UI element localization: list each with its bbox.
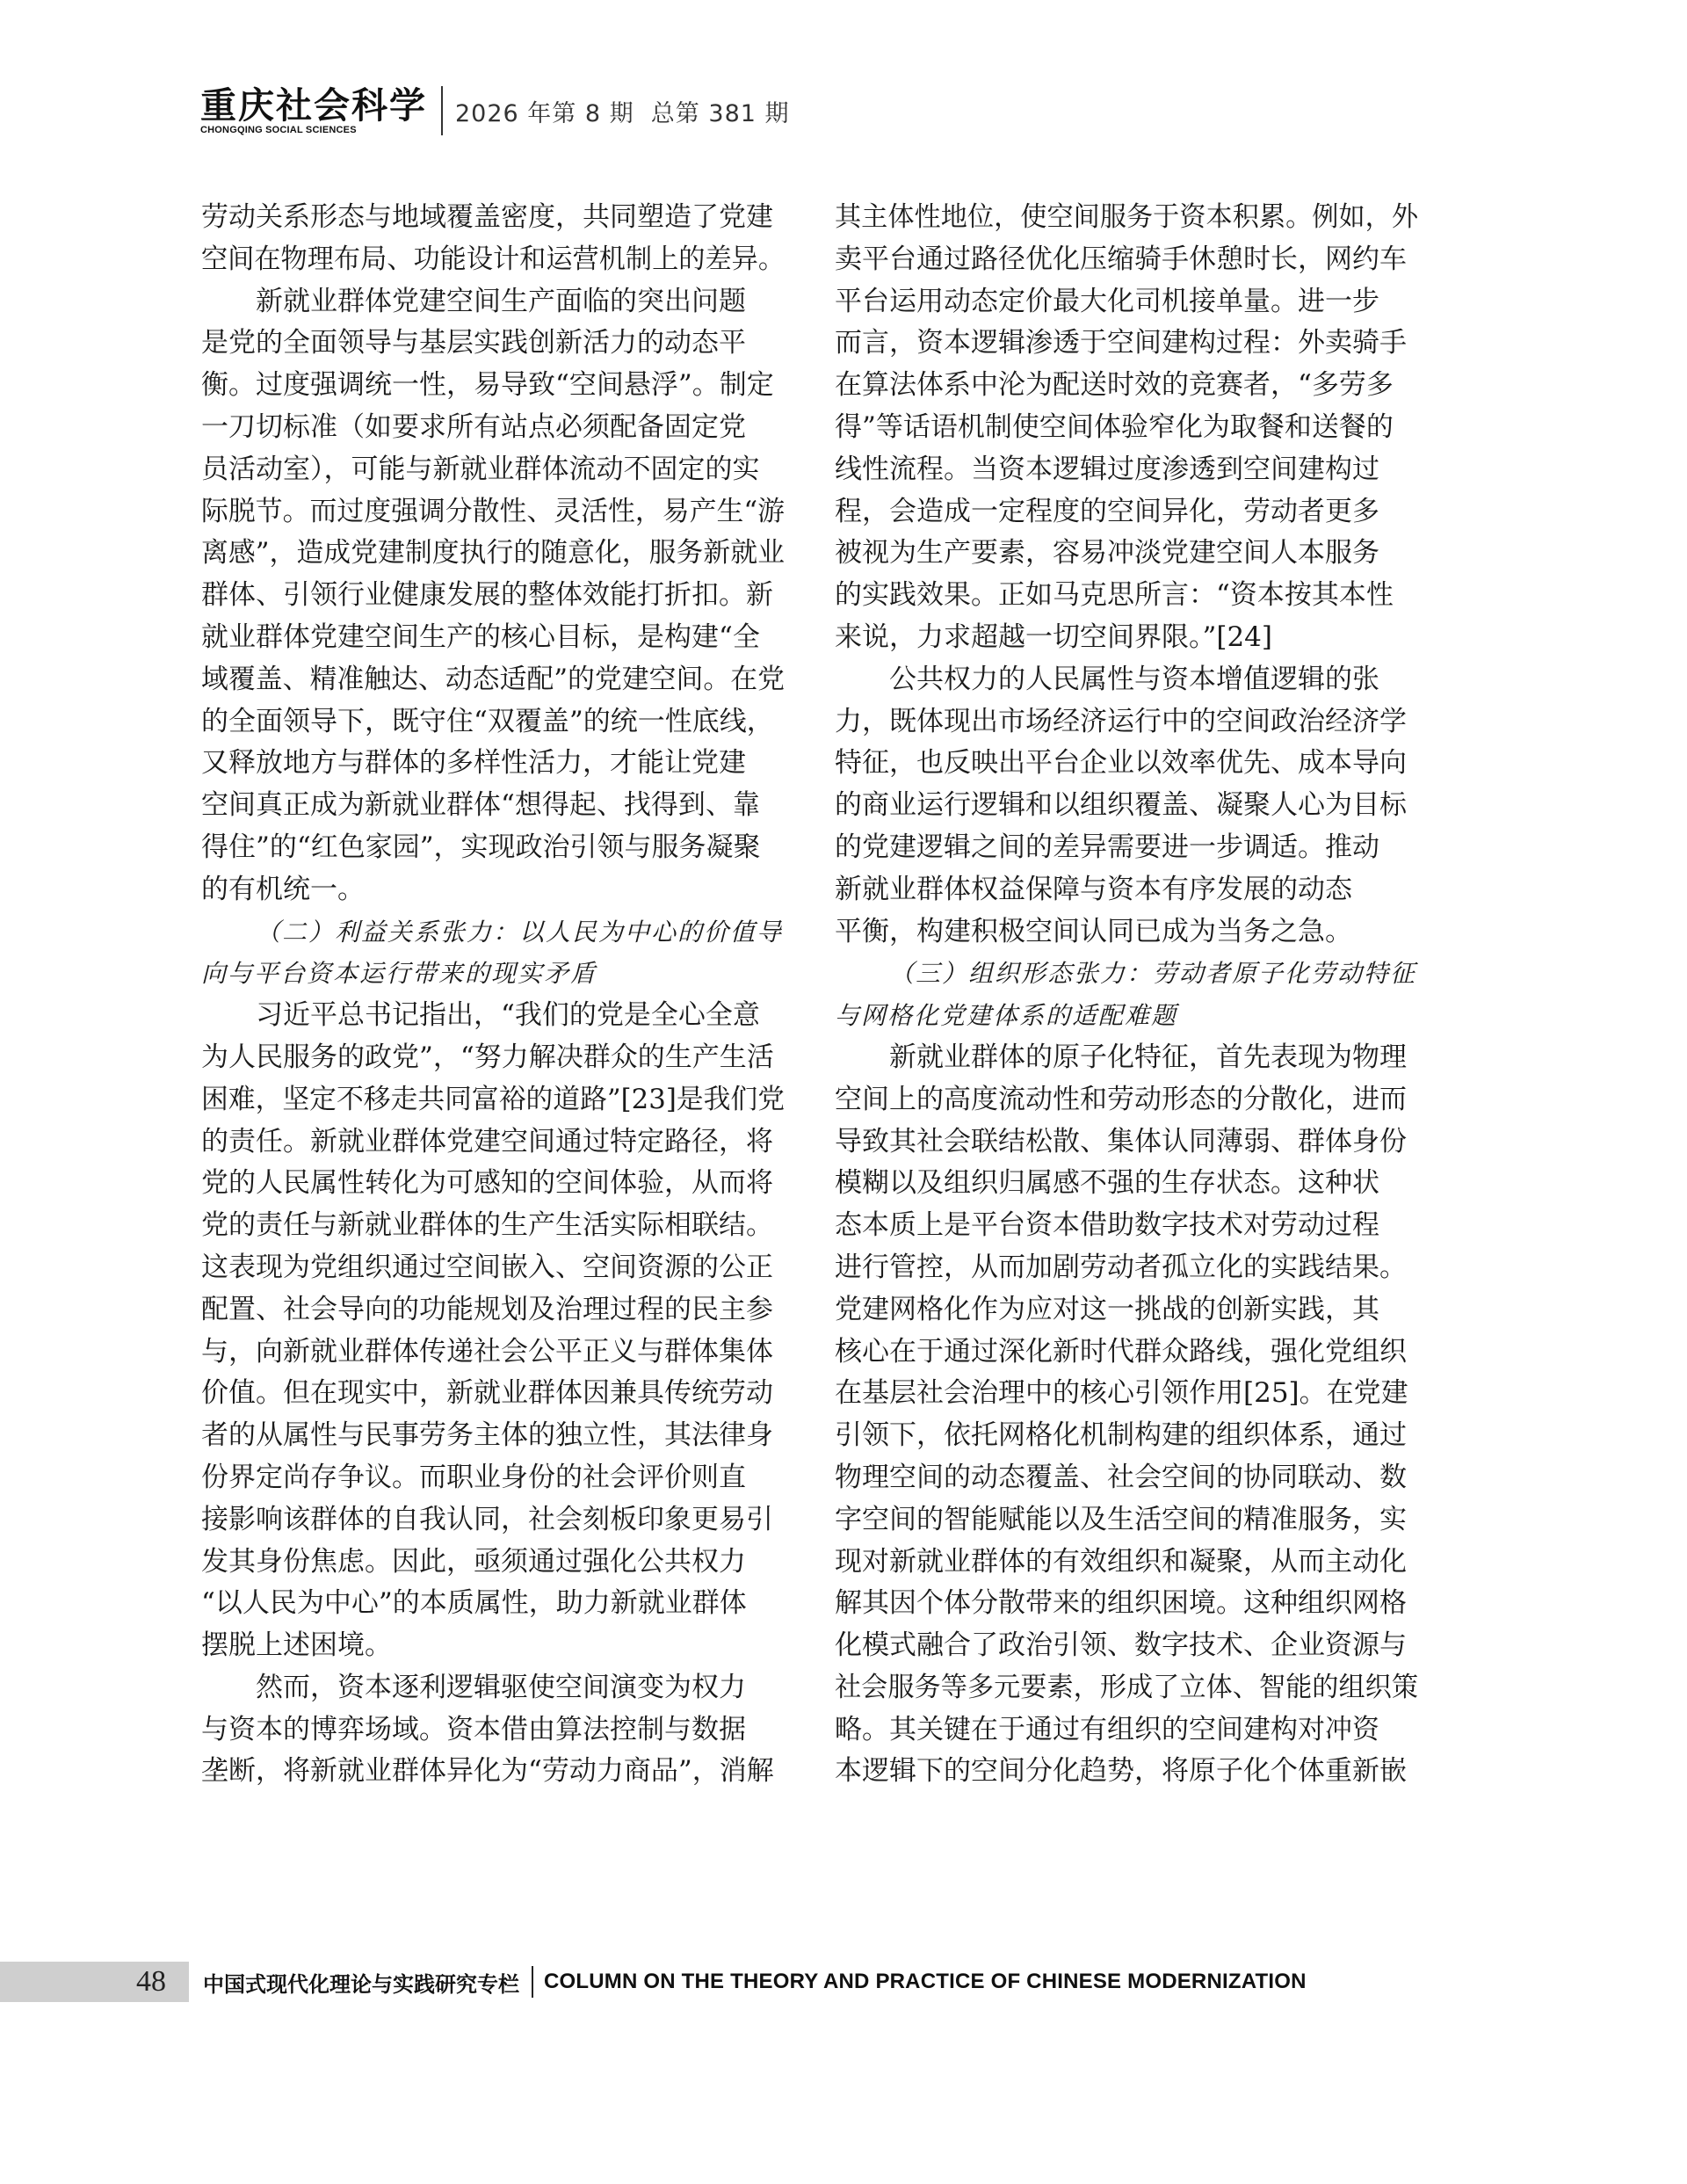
text-line-content: 特征，也反映出平台企业以效率优先、成本导向	[835, 747, 1407, 780]
text-line-content: 得住”的“红色家园”，实现政治引领与服务凝聚	[201, 831, 761, 863]
text-line	[835, 1583, 1418, 1625]
text-line	[835, 197, 1418, 239]
text-line	[835, 911, 1418, 954]
text-line-content: 向与平台资本运行带来的现实矛盾	[201, 959, 597, 989]
text-line	[201, 827, 785, 869]
header-divider	[441, 86, 443, 135]
text-line-content: 空间真正成为新就业群体“想得起、找得到、靠	[201, 789, 760, 822]
text-line-content: 化模式融合了政治引领、数字技术、企业资源与	[835, 1629, 1407, 1662]
text-line	[201, 1163, 785, 1205]
text-line-content: 党建网格化作为应对这一挑战的创新实践，其	[835, 1293, 1379, 1325]
text-line	[835, 365, 1418, 407]
text-line-content: 域覆盖、精准触达、动态适配”的党建空间。在党	[201, 663, 785, 695]
text-line	[201, 659, 785, 701]
text-line-content: 新就业群体权益保障与资本有序发展的动态	[835, 873, 1352, 905]
text-line	[201, 785, 785, 827]
text-line	[201, 1121, 785, 1164]
text-line-content: 力，既体现出市场经济运行中的空间政治经济学	[835, 705, 1407, 737]
text-line-content: 党的责任与新就业群体的生产生活实际相联结。	[201, 1209, 773, 1242]
text-line	[835, 323, 1418, 365]
text-line-content: 来说，力求超越一切空间界限。”[24]	[835, 620, 1272, 653]
text-line	[835, 617, 1418, 659]
text-line-content: 线性流程。当资本逻辑过度渗透到空间建构过	[835, 453, 1379, 485]
text-line-content: 就业群体党建空间生产的核心目标，是构建“全	[201, 620, 760, 653]
text-line	[201, 869, 785, 911]
right-text-column	[835, 197, 1418, 1793]
text-line-content: 本逻辑下的空间分化趋势，将原子化个体重新嵌	[835, 1755, 1407, 1788]
text-line	[835, 869, 1418, 911]
text-line-content: 价值。但在现实中，新就业群体因兼具传统劳动	[201, 1377, 773, 1410]
text-line	[835, 575, 1418, 617]
text-line	[201, 407, 785, 449]
text-line	[201, 1373, 785, 1415]
text-line-content: 然而，资本逐利逻辑驱使空间演变为权力	[256, 1671, 746, 1703]
text-line-content: 程，会造成一定程度的空间异化，劳动者更多	[835, 495, 1379, 527]
journal-header	[200, 84, 790, 137]
text-line	[201, 1709, 785, 1752]
text-line-content: 而言，资本逻辑渗透于空间建构过程：外卖骑手	[835, 327, 1407, 359]
text-line-content: “以人民为中心”的本质属性，助力新就业群体	[201, 1587, 747, 1620]
text-line	[201, 1079, 785, 1121]
page-number-block	[0, 1962, 189, 2002]
text-line-content: 是党的全面领导与基层实践创新活力的动态平	[201, 327, 746, 359]
text-line	[835, 239, 1418, 281]
text-line	[835, 1457, 1418, 1499]
text-line-content: 际脱节。而过度强调分散性、灵活性，易产生“游	[201, 495, 785, 527]
text-line-content: 物理空间的动态覆盖、社会空间的协同联动、数	[835, 1461, 1407, 1493]
text-line	[201, 491, 785, 533]
text-line	[835, 1205, 1418, 1247]
journal-title-en: CHONGQING SOCIAL SCIENCES	[200, 125, 357, 135]
text-line-content: 衡。过度强调统一性，易导致“空间悬浮”。制定	[201, 369, 774, 402]
text-line	[201, 995, 785, 1037]
text-line	[835, 281, 1418, 323]
text-line	[201, 1247, 785, 1289]
text-line	[201, 197, 785, 239]
text-line	[835, 1625, 1418, 1667]
text-line	[201, 953, 785, 995]
text-line	[835, 659, 1418, 701]
text-line	[201, 1457, 785, 1499]
text-line	[201, 533, 785, 575]
text-line	[201, 1667, 785, 1709]
text-line	[201, 449, 785, 491]
text-line	[835, 1667, 1418, 1709]
text-line-content: 字空间的智能赋能以及生活空间的精准服务，实	[835, 1503, 1407, 1535]
text-line-content: 一刀切标准（如要求所有站点必须配备固定党	[201, 410, 746, 443]
text-line-content: 新就业群体的原子化特征，首先表现为物理	[889, 1041, 1407, 1073]
text-line-content: 与网格化党建体系的适配难题	[835, 1001, 1178, 1031]
text-line-content: 导致其社会联结松散、集体认同薄弱、群体身份	[835, 1125, 1407, 1157]
text-line	[835, 1163, 1418, 1205]
text-line	[835, 1751, 1418, 1793]
text-line	[835, 449, 1418, 491]
text-line-content: 空间在物理布局、功能设计和运营机制上的差异。	[201, 243, 785, 275]
text-line	[835, 1247, 1418, 1289]
text-line	[201, 1499, 785, 1542]
text-line-content: 的责任。新就业群体党建空间通过特定路径，将	[201, 1125, 773, 1157]
text-line	[835, 1289, 1418, 1331]
text-line	[201, 323, 785, 365]
text-line-content: 平台运用动态定价最大化司机接单量。进一步	[835, 285, 1379, 317]
text-line	[201, 1289, 785, 1331]
text-line-content: 又释放地方与群体的多样性活力，才能让党建	[201, 747, 746, 780]
text-line-content: 在基层社会治理中的核心引领作用[25]。在党建	[835, 1377, 1408, 1410]
text-line-content: 离感”，造成党建制度执行的随意化，服务新就业	[201, 537, 785, 570]
text-line-content: 态本质上是平台资本借助数字技术对劳动过程	[835, 1209, 1379, 1242]
text-line-content: 的全面领导下，既守住“双覆盖”的统一性底线，	[201, 705, 774, 737]
text-line-content: 发其身份焦虑。因此，亟须通过强化公共权力	[201, 1545, 746, 1578]
text-line-content: 空间上的高度流动性和劳动形态的分散化，进而	[835, 1083, 1407, 1115]
text-line	[201, 1205, 785, 1247]
text-line-content: 得”等话语机制使空间体验窄化为取餐和送餐的	[835, 410, 1394, 443]
text-line-content: 被视为生产要素，容易冲淡党建空间人本服务	[835, 537, 1379, 570]
text-line-content: 公共权力的人民属性与资本增值逻辑的张	[889, 663, 1379, 695]
text-line-content: 解其因个体分散带来的组织困境。这种组织网格	[835, 1587, 1407, 1620]
text-line-content: 习近平总书记指出，“我们的党是全心全意	[256, 999, 760, 1032]
text-line	[201, 911, 785, 954]
text-line	[201, 1542, 785, 1584]
column-title-en: COLUMN ON THE THEORY AND PRACTICE OF CHINESE MODERNIZATION	[544, 1970, 1307, 1993]
text-line-content: 困难，坚定不移走共同富裕的道路”[23]是我们党	[201, 1083, 785, 1115]
text-line	[201, 1625, 785, 1667]
text-line	[835, 491, 1418, 533]
text-line	[835, 743, 1418, 785]
text-line	[201, 281, 785, 323]
text-line	[201, 1037, 785, 1079]
text-line-content: 垄断，将新就业群体异化为“劳动力商品”，消解	[201, 1755, 774, 1788]
text-line	[201, 239, 785, 281]
text-line	[835, 1415, 1418, 1457]
text-line	[835, 533, 1418, 575]
text-line-content: （三）组织形态张力：劳动者原子化劳动特征	[889, 959, 1417, 989]
text-line-content: 群体、引领行业健康发展的整体效能打折扣。新	[201, 579, 773, 612]
text-line	[201, 701, 785, 744]
page-footer	[0, 1962, 1687, 2002]
text-line	[201, 1751, 785, 1793]
text-line-content: （二）利益关系张力：以人民为中心的价值导	[256, 917, 784, 947]
page-number: 48	[136, 1965, 166, 1998]
text-line-content: 在算法体系中沦为配送时效的竞赛者，“多劳多	[835, 369, 1394, 402]
text-line-content: 的实践效果。正如马克思所言：“资本按其本性	[835, 579, 1394, 612]
text-line-content: 现对新就业群体的有效组织和凝聚，从而主动化	[835, 1545, 1407, 1578]
text-line-content: 为人民服务的政党”，“努力解决群众的生产生活	[201, 1041, 774, 1073]
text-line	[835, 1542, 1418, 1584]
text-line	[835, 953, 1418, 995]
footer-divider	[532, 1966, 533, 1998]
text-line	[201, 743, 785, 785]
text-line-content: 卖平台通过路径优化压缩骑手休憩时长，网约车	[835, 243, 1407, 275]
text-line-content: 这表现为党组织通过空间嵌入、空间资源的公正	[201, 1251, 773, 1283]
text-line-content: 模糊以及组织归属感不强的生存状态。这种状	[835, 1167, 1379, 1200]
text-line	[835, 1331, 1418, 1374]
text-line	[201, 1331, 785, 1374]
text-line	[835, 701, 1418, 744]
text-line	[835, 995, 1418, 1037]
journal-title-cn: 重庆社会科学	[200, 84, 427, 127]
text-line-content: 新就业群体党建空间生产面临的突出问题	[256, 285, 746, 317]
issue-info: 2026 年第 8 期 总第 381 期	[455, 99, 790, 127]
text-line-content: 者的从属性与民事劳务主体的独立性，其法律身	[201, 1419, 773, 1452]
text-line	[201, 1415, 785, 1457]
text-line-content: 社会服务等多元要素，形成了立体、智能的组织策	[835, 1671, 1418, 1703]
journal-logo	[200, 86, 427, 135]
text-line	[835, 1037, 1418, 1079]
text-line-content: 党的人民属性转化为可感知的空间体验，从而将	[201, 1167, 773, 1200]
text-line-content: 的有机统一。	[201, 873, 365, 905]
column-title-cn: 中国式现代化理论与实践研究专栏	[203, 1971, 519, 1997]
text-line	[835, 407, 1418, 449]
text-line-content: 劳动关系形态与地域覆盖密度，共同塑造了党建	[201, 201, 773, 233]
text-line-content: 平衡，构建积极空间认同已成为当务之急。	[835, 915, 1352, 947]
text-line	[835, 785, 1418, 827]
text-line-content: 略。其关键在于通过有组织的空间建构对冲资	[835, 1713, 1379, 1745]
text-line-content: 的商业运行逻辑和以组织覆盖、凝聚人心为目标	[835, 789, 1407, 822]
left-text-column	[201, 197, 785, 1793]
text-line	[835, 1079, 1418, 1121]
text-line	[835, 1373, 1418, 1415]
text-line-content: 引领下，依托网格化机制构建的组织体系，通过	[835, 1419, 1407, 1452]
text-line-content: 核心在于通过深化新时代群众路线，强化党组织	[835, 1335, 1407, 1368]
text-line	[201, 1583, 785, 1625]
text-line-content: 与资本的博弈场域。资本借由算法控制与数据	[201, 1713, 746, 1745]
text-line-content: 配置、社会导向的功能规划及治理过程的民主参	[201, 1293, 773, 1325]
text-line	[201, 575, 785, 617]
text-line-content: 摆脱上述困境。	[201, 1629, 392, 1662]
text-line-content: 的党建逻辑之间的差异需要进一步调适。推动	[835, 831, 1379, 863]
text-line	[835, 1499, 1418, 1542]
text-line-content: 员活动室），可能与新就业群体流动不固定的实	[201, 453, 760, 485]
text-line-content: 进行管控，从而加剧劳动者孤立化的实践结果。	[835, 1251, 1407, 1283]
text-line	[835, 1121, 1418, 1164]
text-line-content: 接影响该群体的自我认同，社会刻板印象更易引	[201, 1503, 773, 1535]
text-line	[835, 827, 1418, 869]
text-line-content: 与，向新就业群体传递社会公平正义与群体集体	[201, 1335, 773, 1368]
text-line	[835, 1709, 1418, 1752]
text-line	[201, 617, 785, 659]
text-line-content: 份界定尚存争议。而职业身份的社会评价则直	[201, 1461, 746, 1493]
text-line-content: 其主体性地位，使空间服务于资本积累。例如，外	[835, 201, 1418, 233]
text-line	[201, 365, 785, 407]
